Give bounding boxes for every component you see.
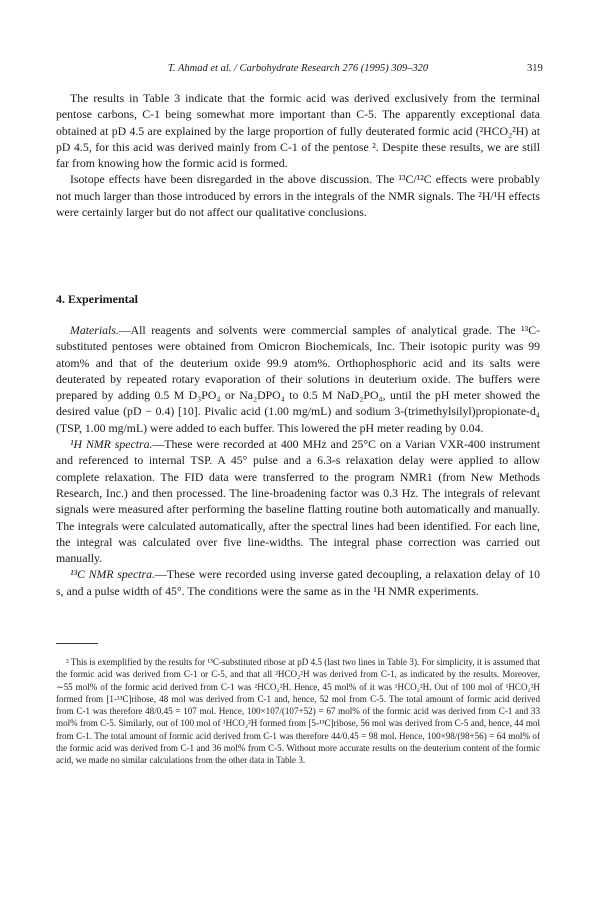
running-title: T. Ahmad et al. / Carbohydrate Research 276 (1995) 309–320 <box>167 63 429 74</box>
page-number: 319 <box>527 63 543 74</box>
running-header <box>0 62 596 76</box>
h-nmr-label: ¹H NMR spectra. <box>70 437 153 452</box>
footnote-divider <box>56 643 98 644</box>
paragraph-h-nmr <box>56 436 540 566</box>
paragraph-table3-results: The results in Table 3 indicate that the formic acid was derived exclusively from the terminal pentose carbons, C-1 being somewhat more important than C-5. The apparently exceptional data obtained at pD 4.5 are explained by the large proportion of fully deuterated formic acid (²HCO₂²H) at pD 4.5, for this acid was derived mainly from C-1 of the pentose ². Despite these results, we are still far from knowing how the formic acid is formed. <box>56 91 540 171</box>
paragraph-c-nmr <box>56 566 540 599</box>
discussion-text <box>56 90 540 220</box>
footnote-2-text: ² This is exemplified by the results for ¹³C-substituted ribose at pD 4.5 (last two lines in Table 3). For simplicity, it is assumed that the formic acid was derived from C-1 or C-5, and that all ²HCO₂²H was derived from C-1, as indicated by the results. Moreover, ∼55 mol% of the formic acid derived from C-1 was ²HCO₂²H. Hence, 45 mol% of it was ¹HCO₂²H. Out of 100 mol of ¹HCO₂²H formed from [1-¹³C]ribose, 48 mol was derived from C-1 and, hence, 52 mol from C-5. The total amount of formic acid derived from C-1 was therefore 48/0.45 = 107 mol. Hence, 100×107/(107+52) = 67 mol% of the formic acid was derived from C-1 and 33 mol% from C-5. Similarly, out of 100 mol of ¹HCO₂²H formed from [5-¹³C]ribose, 56 mol was derived from C-5 and, hence, 44 mol from C-1. The total amount of formic acid derived from C-1 was therefore 44/0.45 = 98 mol. Hence, 100×98/(98+56) = 64 mol% of the formic acid was derived from C-1 and 36 mol% from C-5. Without more accurate results on the deuterium content of the formic acid, we made no similar calculations from the other data in Table 3. <box>56 657 540 766</box>
section-heading-experimental: 4. Experimental <box>56 292 138 306</box>
c-nmr-label: ¹³C NMR spectra. <box>70 567 155 582</box>
paragraph-isotope-effects: Isotope effects have been disregarded in the above discussion. The ¹³C/¹²C effects were probably not much larger than those introduced by errors in the integrals of the NMR signals. The ²H/¹H effects were certainly larger but do not affect our qualitative conclusions. <box>56 172 540 220</box>
h-nmr-text: —These were recorded at 400 MHz and 25°C on a Varian VXR-400 instrument and referenced to internal TSP. A 45° pulse and a 6.3-s relaxation delay were applied to allow complete relaxation. The FID data were transferred to the program NMR1 (from New Methods Research, Inc.) and then processed. The line-broadening factor was 0.3 Hz. The integrals of relevant signals were measured after performing the baseline flatting routine both automatically and manually. The integrals were calculated automatically, after the spectral lines had been identified. For each line, the integral was calculated over five line-widths. The integral phase correction was carried out manually. <box>56 437 540 566</box>
materials-text: —All reagents and solvents were commercial samples of analytical grade. The ¹³C-substituted pentoses were obtained from Omicron Biochemicals, Inc. Their isotopic purity was 99 atom% and that of the deuterium oxide 99.9 atom%. Orthophosphoric acid and its salts were deuterated by repeated rotary evaporation of their solutions in deuterium oxide. The buffers were prepared by adding 0.5 M D₃PO₄ or Na₂DPO₄ to 0.5 M NaD₂PO₄, until the pH meter showed the desired value (pD − 0.4) [10]. Pivalic acid (1.00 mg/mL) and sodium 3-(trimethylsilyl)propionate-d₄ (TSP, 1.00 mg/mL) were added to each buffer. This lowered the pH meter reading by 0.04. <box>56 323 540 435</box>
experimental-text <box>56 322 540 599</box>
c-nmr-text: —These were recorded using inverse gated decoupling, a relaxation delay of 10 s, and a pulse width of 45°. The conditions were the same as in the ¹H NMR experiments. <box>56 567 541 598</box>
paragraph-materials <box>56 322 540 436</box>
footnote <box>56 656 540 767</box>
materials-label: Materials. <box>70 323 119 337</box>
